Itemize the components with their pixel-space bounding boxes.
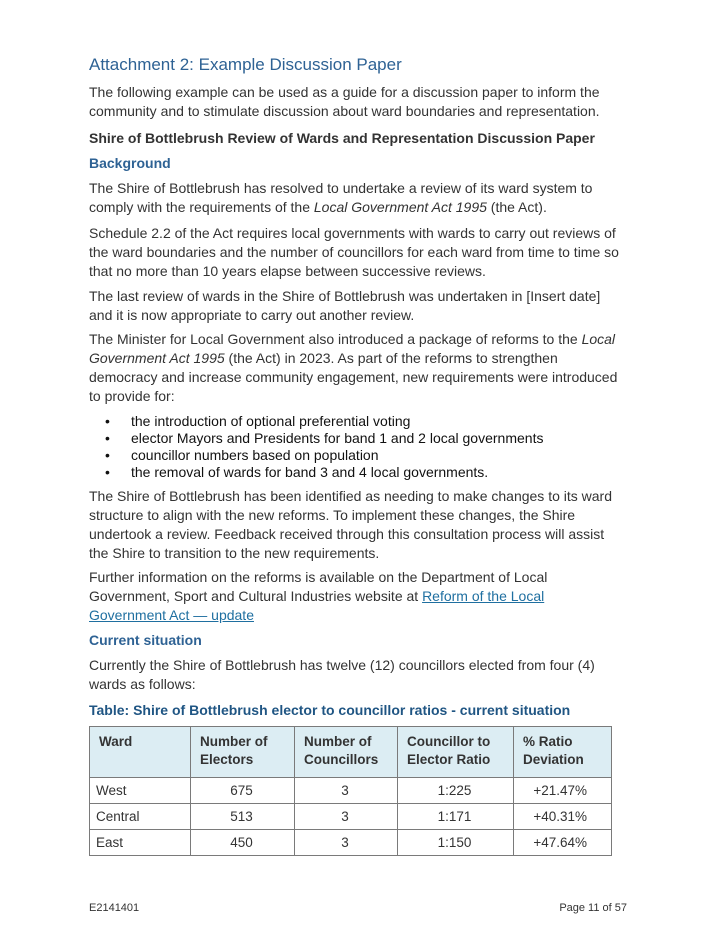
intro-paragraph: The following example can be used as a guide for a discussion paper to inform the community and to stimulate discussion about ward boundaries and representation. xyxy=(89,84,600,119)
column-header: % Ratio Deviation xyxy=(514,727,612,778)
electors-cell: 675 xyxy=(191,778,295,804)
current-situation-paragraph: Currently the Shire of Bottlebrush has twelve (12) councillors elected from four (4) wards as follows: xyxy=(89,657,595,692)
column-header: Ward xyxy=(90,727,191,778)
current-situation-heading: Current situation xyxy=(89,632,202,648)
councillors-cell: 3 xyxy=(295,830,398,856)
background-paragraph-5: The Shire of Bottlebrush has been identified as needing to make changes to its ward structure to align with the new reforms. To implement these changes, the Shire undertook a review. Feedback received through this consultation process will assist the Shire to transition to the new requirements. xyxy=(89,488,612,561)
column-header: Number of Councillors xyxy=(295,727,398,778)
electors-cell: 513 xyxy=(191,804,295,830)
councillors-cell: 3 xyxy=(295,804,398,830)
table-header-row xyxy=(90,727,612,778)
footer-doc-id: E2141401 xyxy=(89,902,140,914)
deviation-cell: +47.64% xyxy=(514,830,612,856)
deviation-cell: +40.31% xyxy=(514,804,612,830)
reform-update-link[interactable]: Reform of the Local Government Act — update xyxy=(89,588,545,623)
background-paragraph-3: The last review of wards in the Shire of Bottlebrush was undertaken in [Insert date] and it is now appropriate to carry out another review. xyxy=(89,288,601,323)
list-item: • the introduction of optional preferential voting xyxy=(105,413,411,429)
bullet-icon: • xyxy=(105,464,110,480)
footer-page-number: Page 11 of 57 xyxy=(559,902,627,914)
bullet-icon: • xyxy=(105,447,110,463)
column-header: Number of Electors xyxy=(191,727,295,778)
paper-title: Shire of Bottlebrush Review of Wards and Representation Discussion Paper xyxy=(89,130,595,146)
background-paragraph-6: Further information on the reforms is available on the Department of Local Government, Sport and Cultural Industries website at Reform of the Local Government Act — update xyxy=(89,569,548,623)
table-title: Table: Shire of Bottlebrush elector to councillor ratios - current situation xyxy=(89,702,571,718)
background-heading: Background xyxy=(89,155,171,171)
deviation-cell: +21.47% xyxy=(514,778,612,804)
ward-cell: West xyxy=(90,778,191,804)
ward-cell: Central xyxy=(90,804,191,830)
list-item: • elector Mayors and Presidents for band 1 and 2 local governments xyxy=(105,430,544,446)
reforms-list xyxy=(89,413,624,481)
ratio-cell: 1:150 xyxy=(398,830,514,856)
column-header: Councillor to Elector Ratio xyxy=(398,727,514,778)
ratio-cell: 1:225 xyxy=(398,778,514,804)
ward-cell: East xyxy=(90,830,191,856)
background-paragraph-1: The Shire of Bottlebrush has resolved to undertake a review of its ward system to comply with the requirements of the Local Government Act 1995 (the Act). xyxy=(89,180,593,215)
background-paragraph-4: The Minister for Local Government also introduced a package of reforms to the Local Government Act 1995 (the Act) in 2023. As part of the reforms to strengthen democracy and increase community engagement, new requirements were introduced to provide for: xyxy=(89,331,618,404)
bullet-icon: • xyxy=(105,430,110,446)
list-item: • the removal of wards for band 3 and 4 local governments. xyxy=(105,464,489,480)
elector-ratio-table xyxy=(89,726,612,856)
electors-cell: 450 xyxy=(191,830,295,856)
list-item: • councillor numbers based on population xyxy=(105,447,379,463)
table-row xyxy=(90,778,612,804)
table-row xyxy=(90,804,612,830)
bullet-icon: • xyxy=(105,413,110,429)
background-paragraph-2: Schedule 2.2 of the Act requires local governments with wards to carry out reviews of the ward boundaries and the number of councillors for each ward from time to time so that no more than 10 years elapse between successive reviews. xyxy=(89,225,619,279)
table-row xyxy=(90,830,612,856)
councillors-cell: 3 xyxy=(295,778,398,804)
ratio-cell: 1:171 xyxy=(398,804,514,830)
page-heading: Attachment 2: Example Discussion Paper xyxy=(89,55,402,74)
